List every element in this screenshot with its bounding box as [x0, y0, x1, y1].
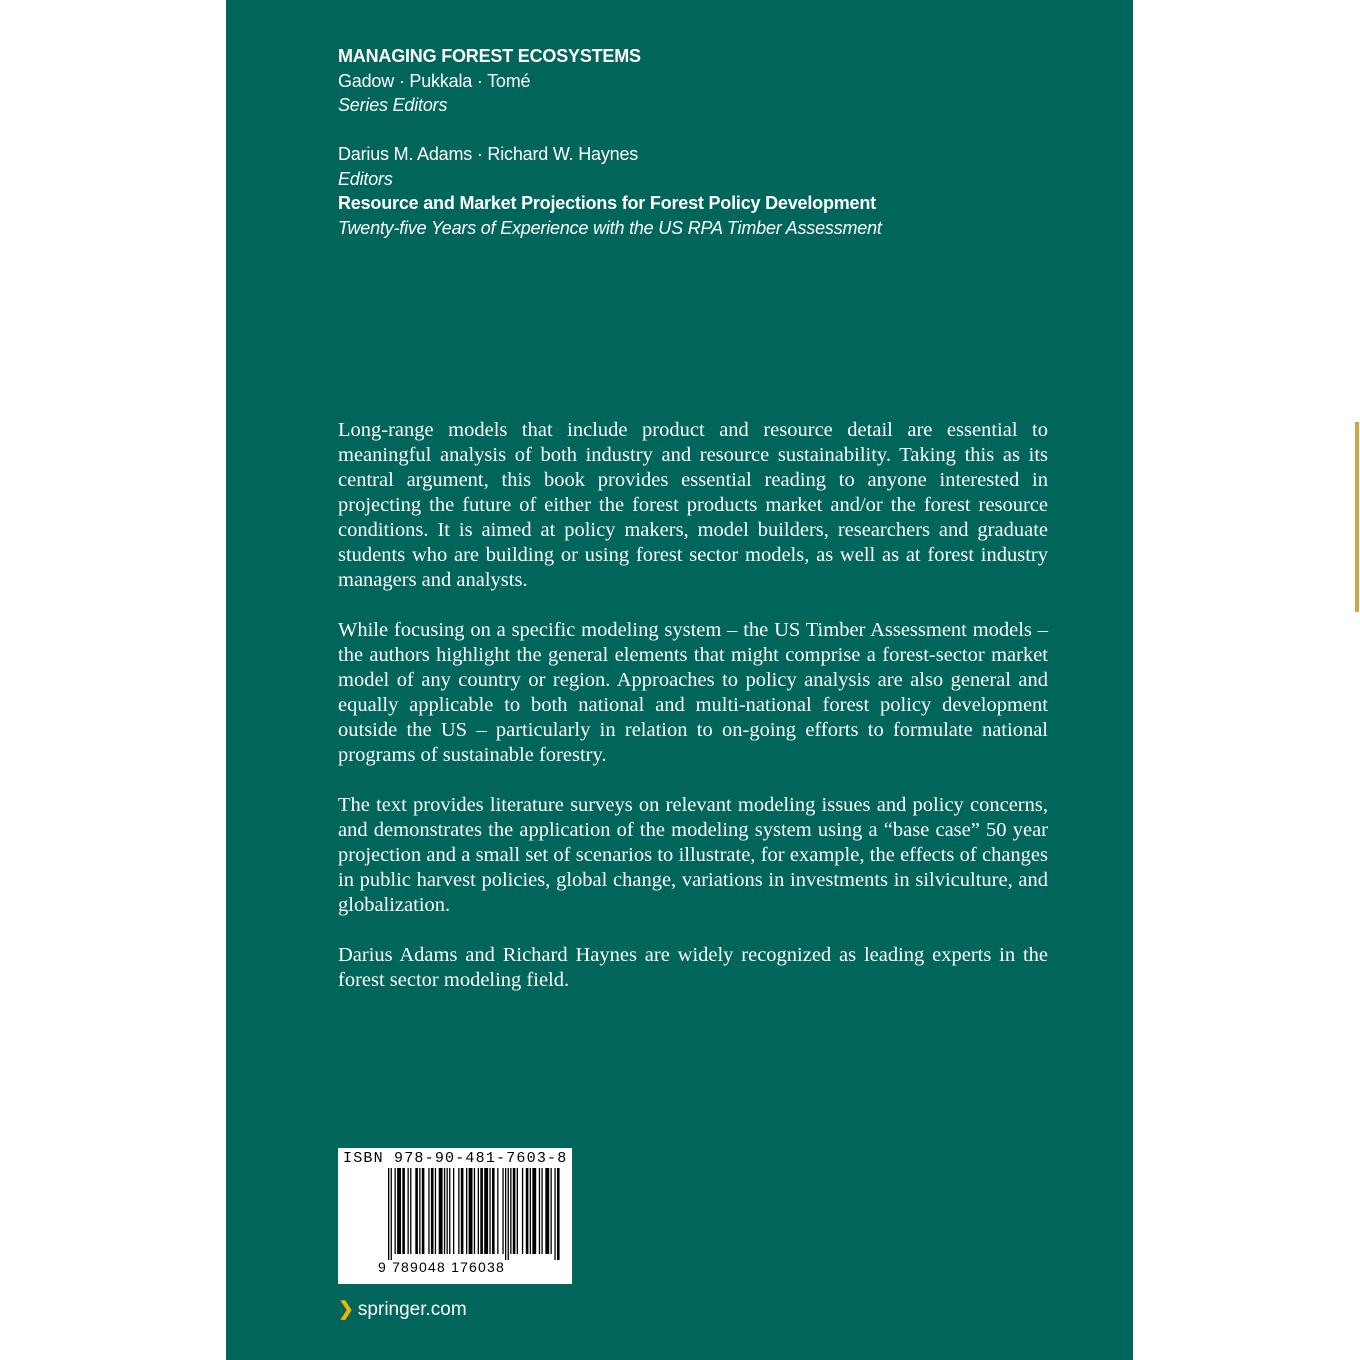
isbn-barcode-label	[338, 1148, 572, 1284]
description-paragraph: Darius Adams and Richard Haynes are widely recognized as leading experts in the forest sector modeling field.	[338, 944, 1048, 991]
publisher-url: springer.com	[357, 1299, 467, 1320]
book-back-cover	[226, 0, 1133, 1360]
barcode-icon	[388, 1168, 560, 1260]
series-title: MANAGING FOREST ECOSYSTEMS	[338, 46, 641, 66]
description-paragraph: The text provides literature surveys on relevant modeling issues and policy concerns, and demonstrates the application of the modeling system using a “base case” 50 year projection and a small set of scenarios to illustrate, for example, the effects of changes in public harvest policies, global change, variations in investments in silviculture, and globalization.	[338, 794, 1048, 916]
description-paragraph: While focusing on a specific modeling system – the US Timber Assessment models – the authors highlight the general elements that might comprise a forest-sector market model of any country or region. Approaches to policy analysis are also general and equally applicable to both national and multi-national forest policy development outside the US – particularly in relation to on-going efforts to formulate national programs of sustainable forestry.	[338, 619, 1048, 766]
description-paragraph: Long-range models that include product and resource detail are essential to meaningful analysis of both industry and resource sustainability. Taking this as its central argument, this book provides essential reading to anyone interested in projecting the future of either the forest products market and/or the forest resource conditions. It is aimed at policy makers, model builders, researchers and graduate students who are building or using forest sector models, as well as at forest industry managers and analysts.	[338, 419, 1048, 591]
spacer	[338, 118, 1038, 143]
series-editors: Gadow · Pukkala · Tomé	[338, 70, 531, 91]
book-title: Resource and Market Projections for Forest Policy Development	[338, 193, 876, 213]
chevron-right-icon: ❯	[338, 1299, 354, 1320]
book-editors: Darius M. Adams · Richard W. Haynes	[338, 144, 639, 164]
ean-digits: 9 789048 176038	[378, 1259, 505, 1275]
book-editors-role: Editors	[338, 168, 393, 189]
book-description	[338, 418, 1048, 1018]
series-editors-role: Series Editors	[338, 95, 448, 115]
book-subtitle: Twenty-five Years of Experience with the US RPA Timber Assessment	[338, 217, 882, 238]
isbn-number: ISBN 978-90-481-7603-8	[343, 1150, 568, 1167]
cover-header	[338, 44, 1038, 240]
spine-accent-strip	[1355, 422, 1359, 612]
publisher-link[interactable]	[338, 1298, 467, 1321]
